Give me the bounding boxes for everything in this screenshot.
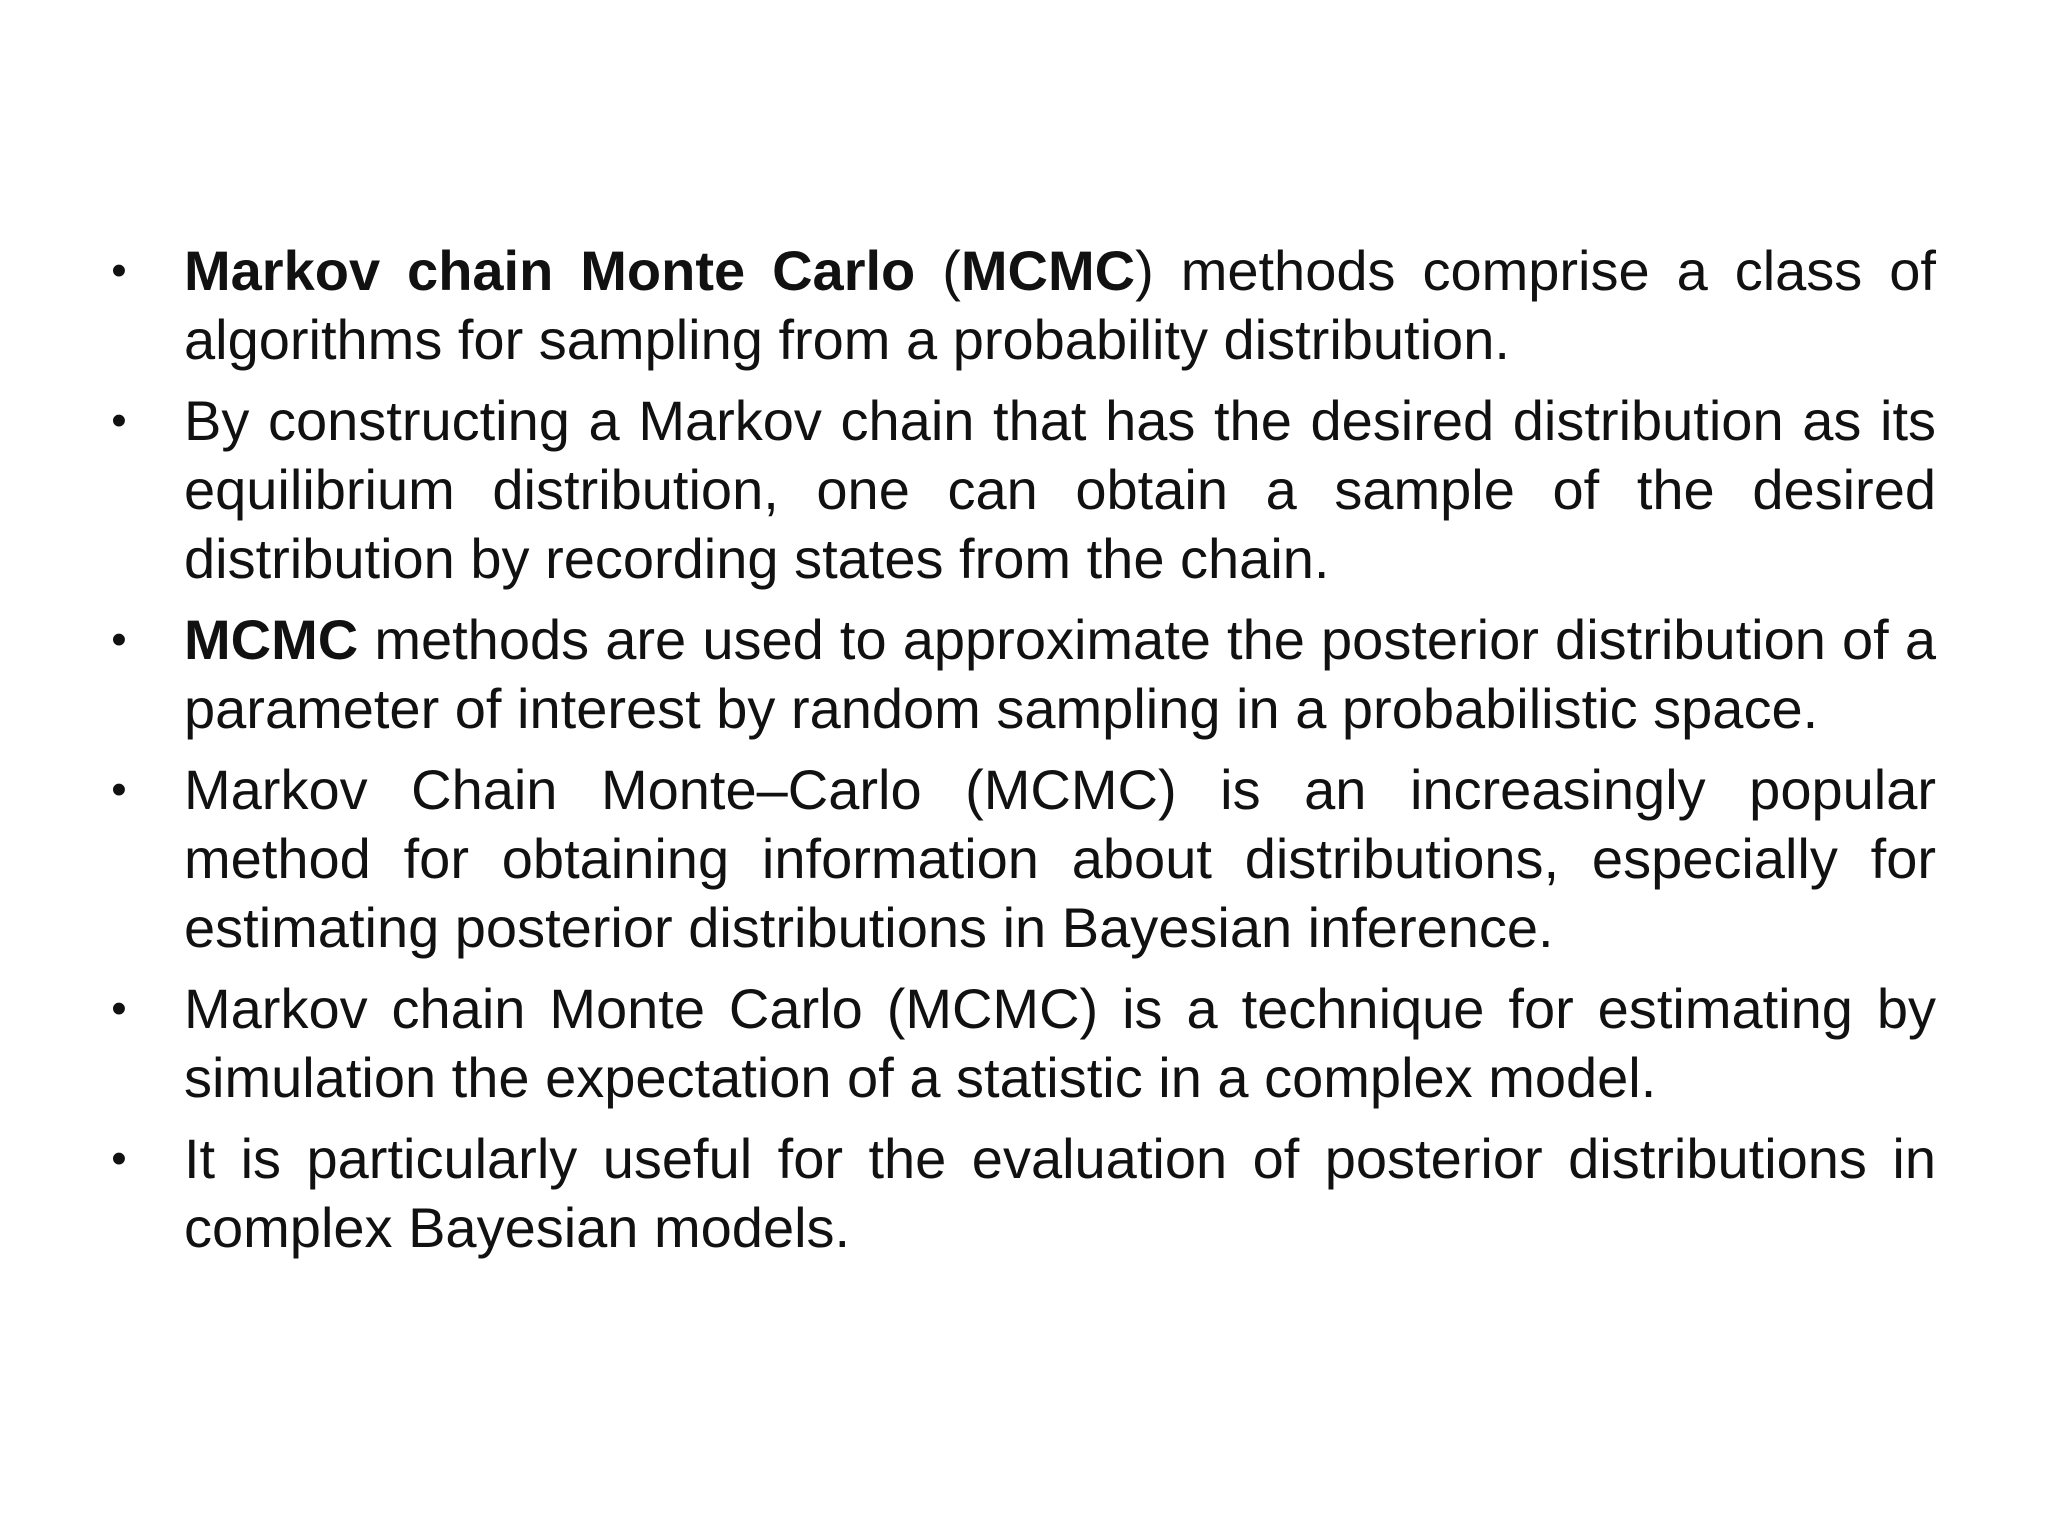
bullet-dot-icon: • — [111, 984, 127, 1033]
bullet-text-segment: methods are used to approximate the posterior distribution of a parameter of interest by random sampling in a probabilistic space. — [184, 608, 1936, 740]
bullet-item — [104, 755, 1936, 962]
bullet-dot-icon: • — [111, 765, 127, 814]
bullet-text-segment: By constructing a Markov chain that has the desired distribution as its equilibrium distribution, one can obtain a sample of the desired distribution by recording states from the chain. — [184, 389, 1936, 590]
bullet-text-segment: ( — [915, 239, 961, 302]
bullet-item — [104, 386, 1936, 593]
bullet-text-segment: Markov chain Monte Carlo — [184, 239, 916, 302]
bullet-dot-icon: • — [111, 246, 127, 295]
bullet-text-segment: Markov Chain Monte–Carlo (MCMC) is an increasingly popular method for obtaining information about distributions, especially for estimating posterior distributions in Bayesian inference. — [184, 758, 1936, 959]
bullet-list — [104, 236, 1936, 1274]
bullet-dot-icon: • — [111, 1134, 127, 1183]
bullet-text-segment: It is particularly useful for the evaluation of posterior distributions in complex Bayesian models. — [184, 1127, 1936, 1259]
bullet-text-segment: MCMC — [960, 239, 1136, 302]
bullet-dot-icon: • — [111, 396, 127, 445]
bullet-item — [104, 1124, 1936, 1262]
bullet-dot-icon: • — [111, 615, 127, 664]
bullet-item — [104, 236, 1936, 374]
bullet-text-segment: MCMC — [184, 608, 359, 671]
bullet-text-segment: ) methods comprise a class of algorithms for sampling from a probability distribution. — [184, 239, 1936, 371]
bullet-item — [104, 974, 1936, 1112]
bullet-item — [104, 605, 1936, 743]
bullet-text-segment: Markov chain Monte Carlo (MCMC) is a technique for estimating by simulation the expectation of a statistic in a complex model. — [184, 977, 1936, 1109]
